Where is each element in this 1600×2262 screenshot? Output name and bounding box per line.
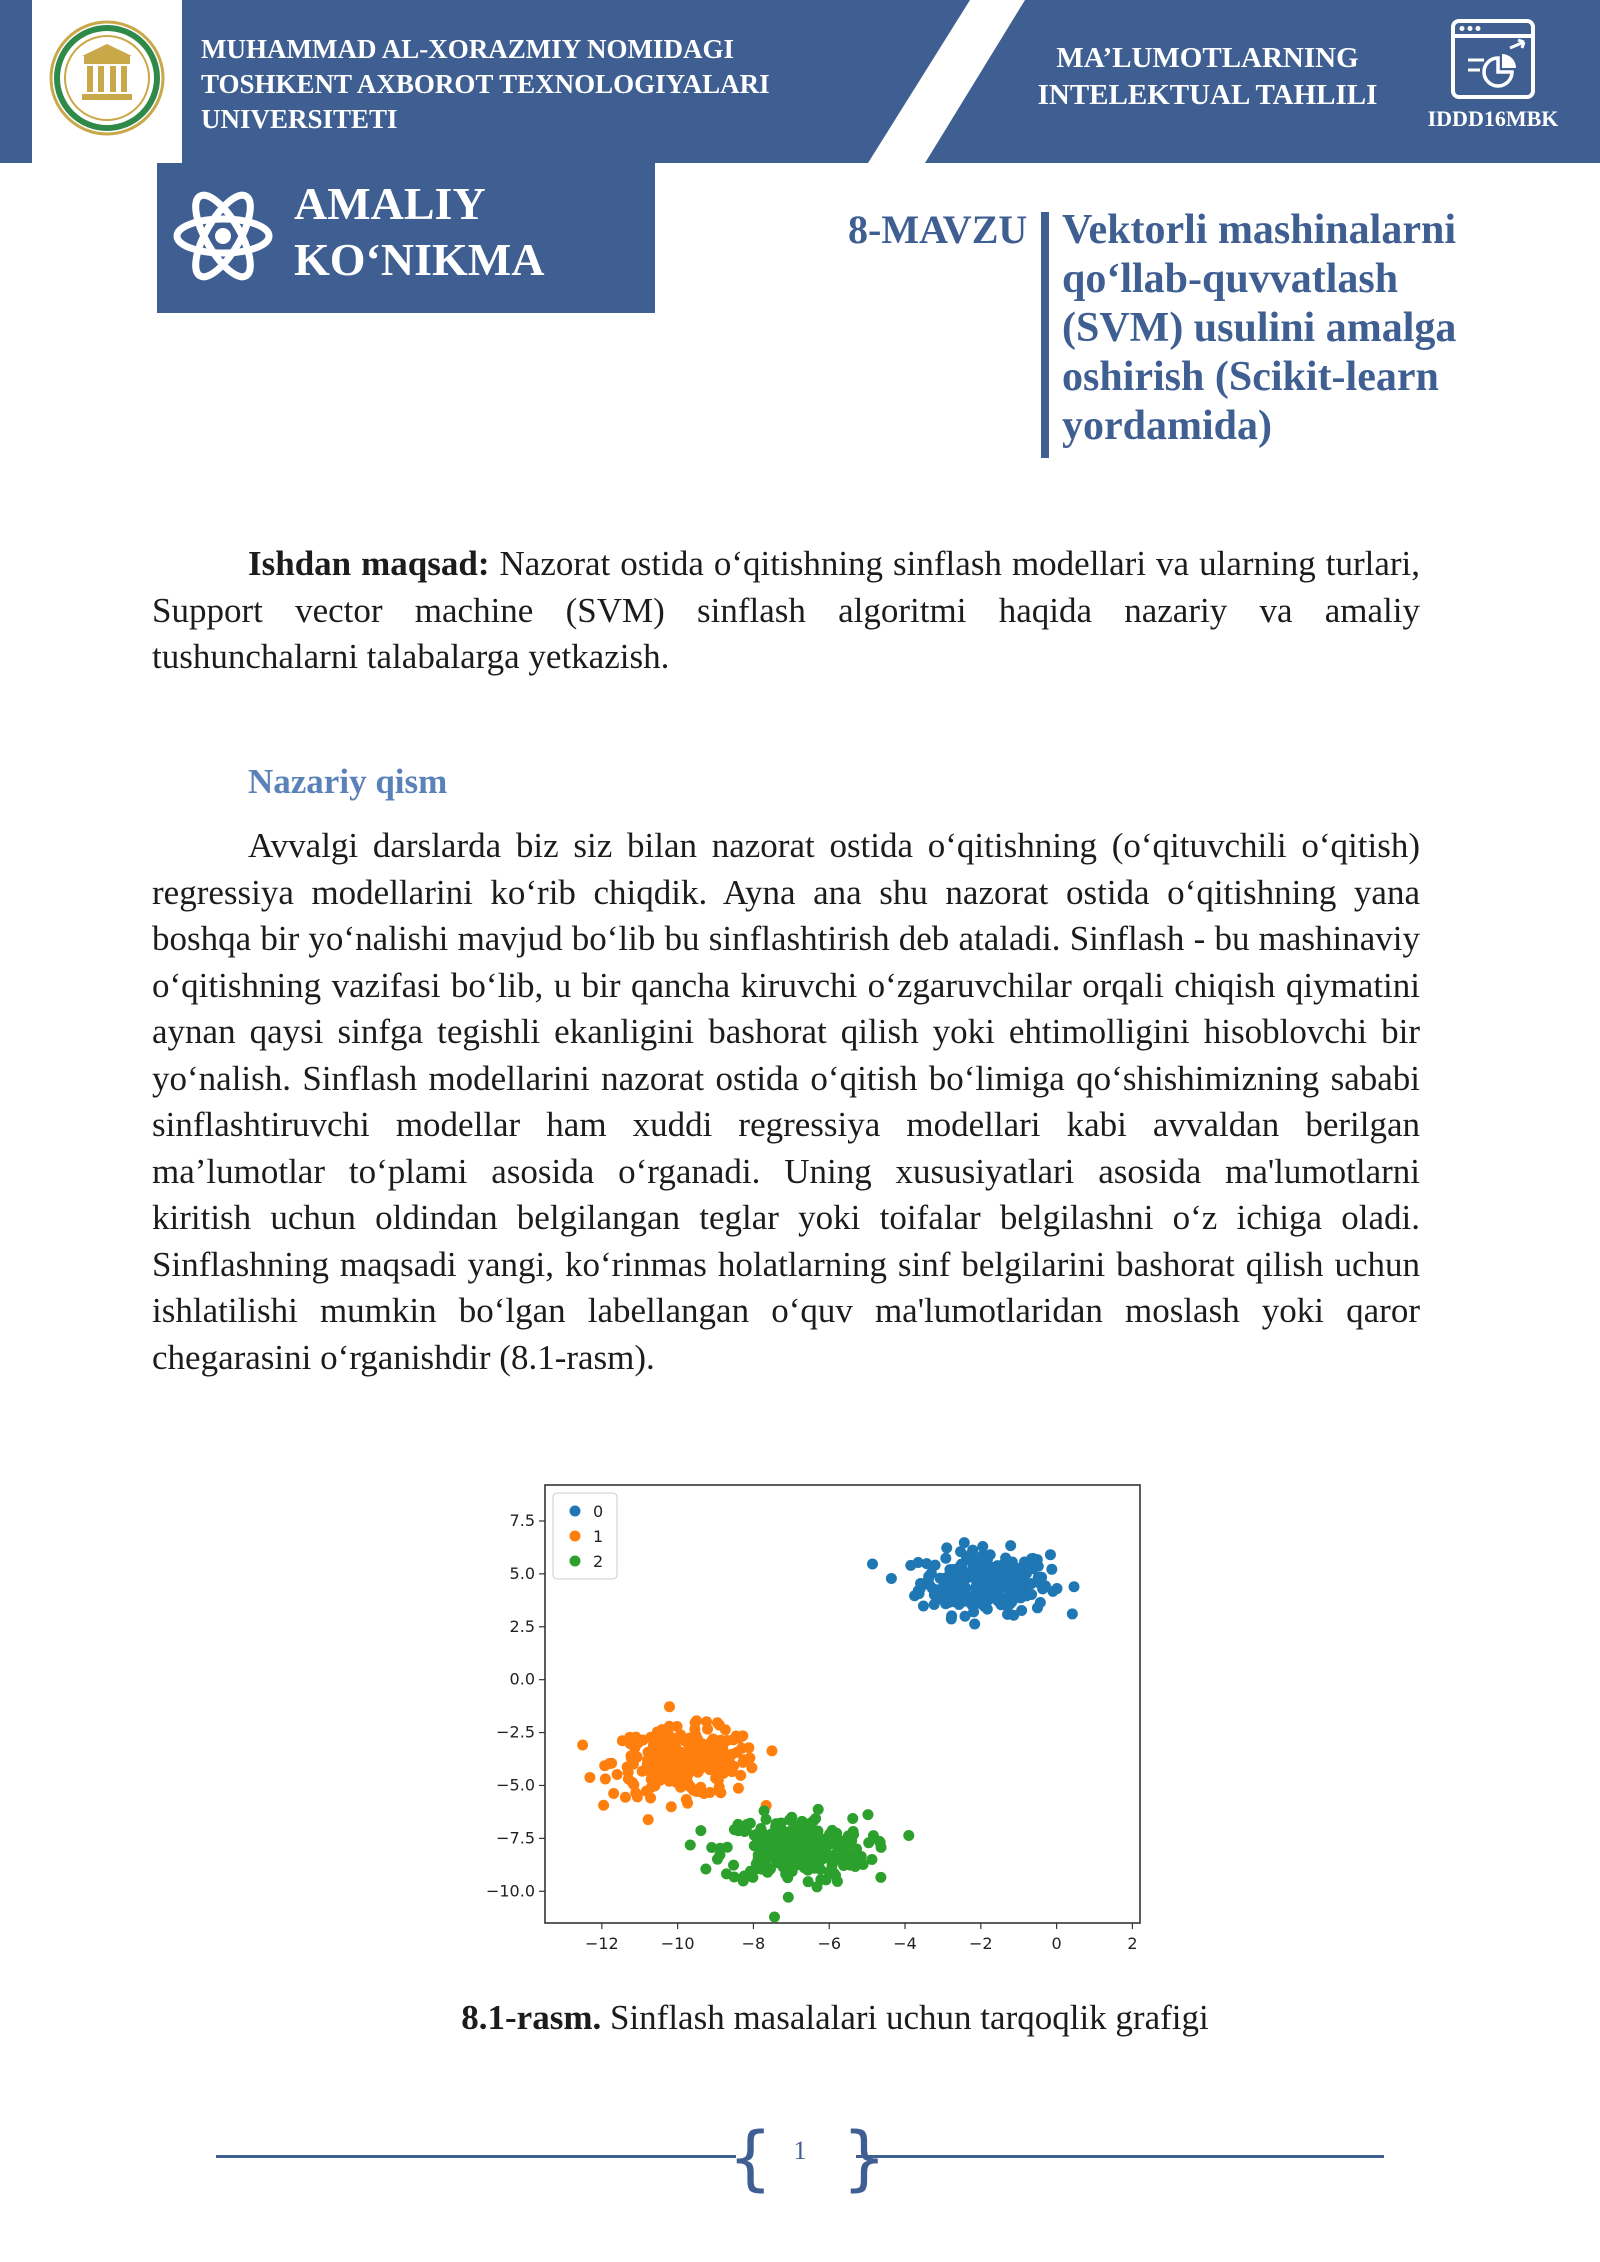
- scatter-point-series-0: [1037, 1583, 1048, 1594]
- scatter-point-series-1: [632, 1752, 643, 1763]
- scatter-point-series-1: [691, 1715, 702, 1726]
- scatter-point-series-1: [708, 1734, 719, 1745]
- figure-caption: [0, 1998, 1600, 2038]
- y-tick-label: −5.0: [496, 1775, 535, 1795]
- scatter-point-series-0: [931, 1584, 942, 1595]
- topic-number: 8-MAVZU: [848, 207, 1028, 252]
- scatter-point-series-2: [832, 1876, 843, 1887]
- scatter-point-series-2: [759, 1842, 770, 1853]
- section-heading: Nazariy qism: [248, 762, 448, 801]
- scatter-point-series-2: [695, 1825, 706, 1836]
- scatter-point-series-0: [966, 1599, 977, 1610]
- topic-title: [1062, 206, 1562, 451]
- scatter-point-series-0: [1032, 1602, 1043, 1613]
- topic-title-line: Vektorli mashinalarni: [1062, 207, 1456, 253]
- scatter-point-series-2: [793, 1821, 804, 1832]
- scatter-point-series-0: [1014, 1581, 1025, 1592]
- badge-line: KO‘NIKMA: [294, 234, 545, 285]
- scatter-point-series-0: [1033, 1561, 1044, 1572]
- scatter-point-series-2: [853, 1855, 864, 1866]
- y-tick-label: −2.5: [496, 1722, 535, 1742]
- scatter-point-series-2: [783, 1892, 794, 1903]
- scatter-point-series-0: [915, 1583, 926, 1594]
- scatter-point-series-2: [749, 1830, 760, 1841]
- scatter-point-series-2: [761, 1814, 772, 1825]
- footer-line-left: [216, 2155, 736, 2158]
- scatter-point-series-2: [837, 1851, 848, 1862]
- legend-marker-0: [570, 1506, 581, 1517]
- scatter-point-series-1: [704, 1756, 715, 1767]
- scatter-point-series-0: [956, 1559, 967, 1570]
- topic-title-line: qo‘llab-quvvatlash: [1062, 256, 1399, 302]
- scatter-point-series-0: [1007, 1596, 1018, 1607]
- scatter-point-series-1: [658, 1763, 669, 1774]
- scatter-point-series-2: [796, 1859, 807, 1870]
- scatter-point-series-0: [982, 1562, 993, 1573]
- scatter-point-series-1: [612, 1769, 623, 1780]
- scatter-point-series-2: [815, 1854, 826, 1865]
- scatter-point-series-0: [905, 1560, 916, 1571]
- scatter-point-series-2: [769, 1912, 780, 1923]
- scatter-point-series-2: [786, 1812, 797, 1823]
- x-tick-label: 0: [1051, 1934, 1062, 1953]
- goal-label: Ishdan maqsad:: [248, 544, 490, 583]
- scatter-point-series-0: [1045, 1549, 1056, 1560]
- scatter-point-series-2: [863, 1837, 874, 1848]
- scatter-point-series-1: [667, 1744, 678, 1755]
- footer-brace-left: {: [728, 2117, 773, 2199]
- scatter-point-series-2: [813, 1804, 824, 1815]
- scatter-point-series-2: [810, 1813, 821, 1824]
- scatter-point-series-1: [640, 1764, 651, 1775]
- scatter-point-series-2: [685, 1840, 696, 1851]
- scatter-point-series-2: [745, 1818, 756, 1829]
- scatter-point-series-1: [577, 1740, 588, 1751]
- scatter-point-series-1: [715, 1787, 726, 1798]
- scatter-point-series-0: [1052, 1583, 1063, 1594]
- university-logo: [32, 0, 182, 163]
- scatter-point-series-1: [599, 1760, 610, 1771]
- scatter-point-series-0: [977, 1541, 988, 1552]
- topic-title-line: (SVM) usulini amalga: [1062, 305, 1457, 351]
- legend-label: 2: [593, 1552, 604, 1571]
- scatter-point-series-1: [628, 1779, 639, 1790]
- x-tick-label: −4: [893, 1934, 917, 1953]
- x-tick-label: −2: [969, 1934, 993, 1953]
- scatter-point-series-2: [848, 1826, 859, 1837]
- scatter-point-series-0: [1033, 1572, 1044, 1583]
- scatter-point-series-1: [715, 1744, 726, 1755]
- scatter-point-series-2: [862, 1809, 873, 1820]
- scatter-point-series-2: [903, 1830, 914, 1841]
- y-tick-label: 0.0: [509, 1669, 535, 1689]
- scatter-point-series-0: [969, 1618, 980, 1629]
- scatter-point-series-0: [941, 1542, 952, 1553]
- scatter-point-series-2: [804, 1842, 815, 1853]
- scatter-point-series-1: [643, 1814, 654, 1825]
- course-code: IDDD16MBK: [1427, 106, 1559, 131]
- scatter-point-series-0: [923, 1571, 934, 1582]
- scatter-point-series-0: [985, 1549, 996, 1560]
- scatter-point-series-2: [728, 1860, 739, 1871]
- scatter-point-series-0: [955, 1546, 966, 1557]
- footer-brace-right: }: [842, 2117, 887, 2199]
- scatter-point-series-0: [867, 1559, 878, 1570]
- legend-marker-1: [570, 1531, 581, 1542]
- scatter-point-series-0: [886, 1573, 897, 1584]
- scatter-point-series-0: [1016, 1591, 1027, 1602]
- y-tick-label: 5.0: [509, 1563, 535, 1583]
- y-tick-label: −7.5: [496, 1828, 535, 1848]
- y-tick-label: 7.5: [509, 1510, 535, 1530]
- legend-label: 0: [593, 1502, 604, 1521]
- scatter-point-series-1: [654, 1775, 665, 1786]
- scatter-point-series-1: [598, 1800, 609, 1811]
- scatter-point-series-2: [798, 1831, 809, 1842]
- scatter-point-series-0: [951, 1577, 962, 1588]
- scatter-point-series-0: [918, 1601, 929, 1612]
- scatter-point-series-0: [921, 1558, 932, 1569]
- scatter-point-series-2: [847, 1813, 858, 1824]
- goal-paragraph: [152, 541, 1420, 681]
- scatter-point-series-1: [690, 1730, 701, 1741]
- topic-divider: [1041, 212, 1049, 458]
- scatter-point-series-2: [783, 1855, 794, 1866]
- legend-box: [553, 1493, 617, 1579]
- atom-icon: [170, 183, 276, 289]
- y-tick-label: −10.0: [485, 1881, 535, 1901]
- scatter-point-series-2: [866, 1854, 877, 1865]
- scatter-point-series-2: [827, 1860, 838, 1871]
- scatter-point-series-1: [727, 1766, 738, 1777]
- scatter-point-series-2: [700, 1863, 711, 1874]
- scatter-point-series-2: [712, 1854, 723, 1865]
- scatter-point-series-0: [1046, 1564, 1057, 1575]
- scatter-chart: [470, 1480, 1150, 1970]
- scatter-point-series-1: [670, 1765, 681, 1776]
- scatter-point-series-1: [682, 1798, 693, 1809]
- scatter-point-series-2: [803, 1876, 814, 1887]
- course-title: [1010, 40, 1405, 114]
- scatter-point-series-1: [632, 1791, 643, 1802]
- scatter-point-series-1: [685, 1755, 696, 1766]
- scatter-point-series-1: [728, 1734, 739, 1745]
- practical-skill-title: [294, 176, 544, 288]
- scatter-chart-svg: [470, 1480, 1150, 1970]
- topic-title-line: yordamida): [1062, 403, 1272, 449]
- legend-label: 1: [593, 1527, 604, 1546]
- scatter-point-series-2: [846, 1835, 857, 1846]
- scatter-point-series-0: [1069, 1581, 1080, 1592]
- legend-marker-2: [570, 1556, 581, 1567]
- scatter-point-series-0: [973, 1574, 984, 1585]
- scatter-point-series-0: [1014, 1566, 1025, 1577]
- scatter-point-series-1: [608, 1788, 619, 1799]
- scatter-point-series-1: [657, 1731, 668, 1742]
- scatter-point-series-2: [815, 1874, 826, 1885]
- scatter-point-series-2: [827, 1825, 838, 1836]
- scatter-point-series-1: [676, 1775, 687, 1786]
- scatter-point-series-2: [838, 1860, 849, 1871]
- scatter-point-series-2: [875, 1872, 886, 1883]
- university-name: [201, 32, 841, 137]
- scatter-point-series-1: [701, 1716, 712, 1727]
- y-tick-label: 2.5: [509, 1616, 535, 1636]
- university-name-line: MUHAMMAD AL-XORAZMIY NOMIDAGI: [201, 34, 734, 64]
- page-number: 1: [793, 2136, 807, 2165]
- university-name-line: UNIVERSITETI: [201, 104, 398, 134]
- scatter-point-series-1: [666, 1801, 677, 1812]
- scatter-point-series-1: [633, 1737, 644, 1748]
- topic-title-line: oshirish (Scikit-learn: [1062, 354, 1439, 400]
- scatter-point-series-1: [733, 1783, 744, 1794]
- scatter-point-series-2: [773, 1826, 784, 1837]
- scatter-point-series-0: [946, 1613, 957, 1624]
- scatter-point-series-1: [731, 1747, 742, 1758]
- figure-label: 8.1-rasm.: [461, 1998, 602, 2037]
- scatter-point-series-0: [959, 1611, 970, 1622]
- scatter-point-series-0: [940, 1553, 951, 1564]
- analytics-window-icon: [1450, 16, 1536, 102]
- scatter-point-series-0: [935, 1573, 946, 1584]
- scatter-point-series-1: [600, 1773, 611, 1784]
- scatter-point-series-2: [721, 1868, 732, 1879]
- scatter-point-series-1: [695, 1786, 706, 1797]
- scatter-point-series-1: [620, 1792, 631, 1803]
- scatter-point-series-2: [823, 1840, 834, 1851]
- x-tick-label: −8: [741, 1934, 766, 1953]
- scatter-point-series-2: [738, 1875, 749, 1886]
- x-tick-label: 2: [1127, 1934, 1138, 1953]
- scatter-point-series-1: [664, 1701, 675, 1712]
- scatter-point-series-1: [584, 1772, 595, 1783]
- theory-paragraph: Avvalgi darslarda biz siz bilan nazorat ostida o‘qitishning (o‘qituvchili o‘qitish) regressiya modellarini ko‘rib chiqdik. Ayna ana shu nazorat ostida o‘qitishning yana boshqa bir yo‘nalishi mavjud bo‘lib bu sinflashtirish deb ataladi. Sinflash - bu mashinaviy o‘qitishning vazifasi bo‘lib, u bir qancha kiruvchi o‘zgaruvchilar orqali chiqish qiymatini aynan qaysi sinfga tegishli ekanligini bashorat qilish yoki ehtimolligini hisoblovchi bir yo‘nalish. Sinflash modellarini nazorat ostida o‘qitish bo‘limiga qo‘shishimizning sababi sinflashtiruvchi modellar ham xuddi regressiya modellari kabi avvaldan berilgan ma’lumotlar to‘plami asosida o‘rganadi. Uning xususiyatlari asosida ma'lumotlarni kiritish uchun oldindan belgilangan teglar yoki toifalar belgilashni o‘z ichiga oladi. Sinflashning maqsadi yangi, ko‘rinmas holatlarning sinf belgilarini bashorat qilish uchun ishlatilishi mumkin bo‘lgan labellangan o‘quv ma'lumotlaridan moslash yoki qaror chegarasini o‘rganishdir (8.1-rasm).: [152, 826, 1420, 1377]
- university-name-line: TOSHKENT AXBOROT TEXNOLOGIYALARI: [201, 69, 770, 99]
- footer-line-right: [856, 2155, 1384, 2158]
- x-tick-label: −6: [817, 1934, 842, 1953]
- scatter-point-series-1: [766, 1745, 777, 1756]
- course-title-line: INTELEKTUAL TAHLILI: [1037, 79, 1378, 111]
- scatter-point-series-1: [746, 1762, 757, 1773]
- scatter-point-series-2: [875, 1837, 886, 1848]
- scatter-point-series-0: [1067, 1608, 1078, 1619]
- scatter-point-series-0: [973, 1553, 984, 1564]
- scatter-point-series-0: [1005, 1540, 1016, 1551]
- badge-line: AMALIY: [294, 178, 486, 229]
- x-tick-label: −12: [584, 1934, 619, 1953]
- scatter-point-series-1: [720, 1724, 731, 1735]
- scatter-point-series-0: [993, 1583, 1004, 1594]
- scatter-point-series-0: [989, 1592, 1000, 1603]
- scatter-point-series-2: [761, 1866, 772, 1877]
- x-tick-label: −10: [660, 1934, 695, 1953]
- scatter-point-series-1: [664, 1721, 675, 1732]
- scatter-point-series-1: [694, 1764, 705, 1775]
- course-title-line: MA’LUMOTLARNING: [1056, 42, 1359, 74]
- scatter-point-series-1: [713, 1775, 724, 1786]
- figure-caption-text: Sinflash masalalari uchun tarqoqlik grafigi: [601, 1998, 1209, 2037]
- scatter-point-series-0: [951, 1592, 962, 1603]
- goal-text: Nazorat ostida o‘qitishning sinflash modellari va ularning turlari, Support vector machine (SVM) sinflash algoritmi haqida nazariy va amaliy tushunchalarni talabalarga yetkazish.: [152, 544, 1421, 676]
- scatter-point-series-2: [722, 1842, 733, 1853]
- scatter-point-series-1: [744, 1753, 755, 1764]
- scatter-point-series-2: [777, 1844, 788, 1855]
- scatter-point-series-1: [653, 1745, 664, 1756]
